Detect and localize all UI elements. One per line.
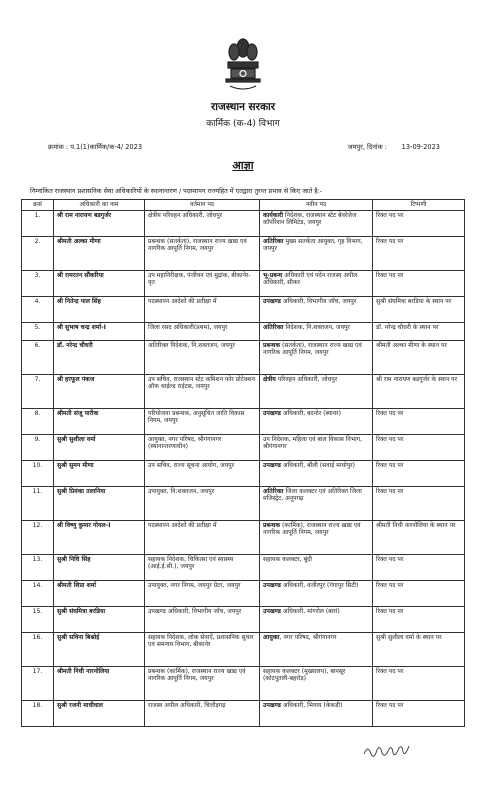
new-post-emphasis: उपखण्ड	[263, 702, 281, 710]
new-post-emphasis: कार्यकारी	[263, 212, 284, 220]
serial-number-text: 7.	[34, 376, 41, 384]
table-row	[22, 375, 465, 409]
new-post-emphasis: उपखण्ड	[263, 462, 281, 470]
serial-number-text: 3.	[34, 272, 41, 280]
current-post-text: प्रबन्धक (कार्मिक), राजस्थान राज्य खाद्य एवं नागरिक आपूर्ति निगम, जयपुर	[148, 668, 246, 683]
table-row	[22, 323, 465, 341]
remark	[373, 341, 465, 375]
officer-name-text: सुश्री सुशीला वर्मा	[57, 436, 96, 444]
table-row	[22, 555, 465, 581]
remark	[373, 461, 465, 487]
officer-name	[54, 607, 145, 633]
new-post	[260, 323, 373, 341]
remark	[373, 435, 465, 461]
remark	[373, 581, 465, 607]
remark	[373, 555, 465, 581]
current-post-text: आयुक्त, नगर परिषद, श्रीगंगानगर (स्थानान्तरणाधीन)	[148, 436, 222, 451]
serial-number	[22, 607, 54, 633]
table-row	[22, 667, 465, 701]
remark-text: रिक्त पद पर	[376, 436, 404, 444]
new-post-text: अधिकारी एवं पदेन राजस्व अपील अधिकारी, सीकर	[263, 272, 358, 287]
current-post-text: परियोजना प्रबन्धक, अनुसूचित जाति विकास निगम, जयपुर	[148, 410, 245, 425]
remark-text: डॉ. नरेन्द्र चौधरी के स्थान पर	[376, 324, 439, 332]
column-header: क्रसं	[22, 200, 54, 211]
table-row	[22, 633, 465, 667]
serial-number-text: 8.	[34, 410, 41, 418]
officer-name	[54, 211, 145, 237]
current-post-text: पदस्थापन आदेशों की प्रतीक्षा में	[148, 298, 217, 306]
serial-number	[22, 487, 54, 521]
remark-text: श्रीमती अल्का मीणा के स्थान पर	[376, 342, 447, 350]
officer-name-text: सुश्री संघमित्रा बरडिया	[57, 608, 106, 616]
officer-name-text: श्री विष्णु कुमार गोयल-I	[57, 522, 111, 530]
current-post	[145, 297, 260, 323]
serial-number-text: 15.	[32, 608, 43, 616]
current-post-text: क्षेत्रीय परिवहन अधिकारी, जोधपुर	[148, 212, 223, 220]
officer-name-text: सुश्री रजनी माधीवाल	[57, 702, 103, 710]
officer-name-text: श्रीमती संजू पारीक	[57, 410, 99, 418]
new-post-text: , नगर परिषद, श्रीगंगानगर	[279, 634, 337, 642]
remark	[373, 237, 465, 271]
current-post	[145, 375, 260, 409]
new-post	[260, 701, 373, 727]
remark-text: रिक्त पद पर	[376, 212, 404, 220]
officer-name-text: सुश्री निधि सिंह	[57, 556, 91, 564]
serial-number-text: 14.	[32, 582, 43, 590]
order-number: क्रमांक : प.1(1)कार्मिक/क-4/ 2023	[48, 143, 143, 151]
new-post-text: अधिकारी, बदनोर (ब्यावर)	[280, 410, 341, 418]
remark	[373, 607, 465, 633]
serial-number-text: 17.	[32, 668, 43, 676]
officer-name-text: श्री सुभाष चन्द्र शर्मा-I	[57, 324, 106, 332]
current-post	[145, 607, 260, 633]
remark	[373, 271, 465, 297]
serial-number	[22, 323, 54, 341]
serial-number	[22, 701, 54, 727]
officer-name	[54, 341, 145, 375]
new-post	[260, 409, 373, 435]
current-post-text: उप महानिरीक्षक, पंजीयन एवं मुद्रांक, बीकानेर-वृत	[148, 272, 251, 287]
new-post-text: अधिकारी, वजीरपुर (गंगापुर सिटी)	[280, 582, 359, 590]
serial-number	[22, 667, 54, 701]
current-post	[145, 323, 260, 341]
officer-name-text: श्री रामरतन सौंकरिया	[57, 272, 104, 280]
current-post-text: प्रबन्धक (सतर्कता), राजस्थान राज्य खाद्य एवं नागरिक आपूर्ति निगम, जयपुर	[148, 238, 247, 253]
table-row	[22, 341, 465, 375]
table-row	[22, 409, 465, 435]
new-post-text: सहायक कलक्टर, बूंदी	[263, 556, 312, 564]
officer-name	[54, 297, 145, 323]
new-post-emphasis: अतिरिक्त	[263, 488, 284, 496]
new-post-emphasis: उपखण्ड	[263, 298, 281, 306]
officer-name-text: श्रीमती शिप्रा शर्मा	[57, 582, 96, 590]
officer-name	[54, 701, 145, 727]
new-post	[260, 211, 373, 237]
serial-number-text: 13.	[32, 556, 43, 564]
officer-name	[54, 555, 145, 581]
reference-line	[48, 142, 440, 151]
officer-name-text: सुश्री प्रियंका तलानिया	[57, 488, 106, 496]
table-row	[22, 701, 465, 727]
officer-name	[54, 521, 145, 555]
new-post	[260, 521, 373, 555]
current-post-text: पदस्थापन आदेशों की प्रतीक्षा में	[148, 522, 217, 530]
order-heading: आज्ञा	[232, 159, 254, 172]
new-post-text: अधिकारी, भिनाय (केकडी)	[280, 702, 343, 710]
signature	[362, 740, 412, 762]
table-row	[22, 607, 465, 633]
new-post-emphasis: उपखण्ड	[263, 582, 281, 590]
serial-number	[22, 271, 54, 297]
current-post-text: सहायक निदेशक, लोक सेवाऐं, प्रशासनिक सुधार एवं समन्वय विभाग, बीकानेर	[148, 634, 254, 649]
new-post-emphasis: प्रबन्धक	[263, 522, 281, 530]
table-row	[22, 581, 465, 607]
new-post	[260, 341, 373, 375]
current-post-text: सहायक निदेशक, चिकित्सा एवं स्वास्थ्य (आई.ई.सी.), जयपुर	[148, 556, 234, 571]
remark-text: रिक्त पद पर	[376, 272, 404, 280]
current-post	[145, 487, 260, 521]
new-post-text: जिला कलक्टर एवं अतिरिक्त जिला मजिस्ट्रेट, अनूपगढ़	[263, 488, 362, 503]
serial-number-text: 12.	[32, 522, 43, 530]
new-post	[260, 435, 373, 461]
serial-number-text: 4.	[34, 298, 41, 306]
remark-text: रिक्त पद पर	[376, 608, 404, 616]
current-post-text: राजस्व अपील अधिकारी, चित्तौड़गढ़	[148, 702, 226, 710]
new-post-emphasis: क्षेत्रीय	[263, 376, 276, 384]
remark-text: रिक्त पद पर	[376, 702, 404, 710]
current-post	[145, 555, 260, 581]
new-post-text: अधिकारी, बौंली (सवाई माधोपुर)	[280, 462, 356, 470]
transfer-table	[21, 199, 465, 727]
current-post	[145, 701, 260, 727]
serial-number	[22, 341, 54, 375]
state-emblem-icon	[222, 34, 264, 96]
table-row	[22, 211, 465, 237]
remark	[373, 701, 465, 727]
new-post-emphasis: प्रबन्धक	[263, 342, 281, 350]
serial-number-text: 2.	[34, 238, 41, 246]
order-date: 13-09-2023	[401, 143, 440, 151]
new-post-emphasis: उपखण्ड	[263, 608, 281, 616]
new-post	[260, 633, 373, 667]
officer-name	[54, 237, 145, 271]
column-header: टिप्पणी	[373, 200, 465, 211]
serial-number	[22, 435, 54, 461]
new-post	[260, 667, 373, 701]
new-post	[260, 271, 373, 297]
serial-number	[22, 297, 54, 323]
serial-number	[22, 555, 54, 581]
new-post-text: (सतर्कता), राजस्थान राज्य खाद्य एवं नागरिक आपूर्ति निगम, जयपुर	[263, 342, 362, 357]
officer-name	[54, 375, 145, 409]
new-post-text: उप निदेशक, महिला एवं बाल विकास विभाग, श्रीगंगानगर	[263, 436, 363, 451]
remark	[373, 323, 465, 341]
remark-text: रिक्त पद पर	[376, 582, 404, 590]
officer-name-text: सुश्री सविना बिश्नोई	[57, 634, 100, 642]
current-post-text: उप सचिव, राज्य सूचना आयोग, जयपुर	[148, 462, 235, 470]
place-date	[348, 142, 440, 151]
serial-number-text: 11.	[32, 488, 43, 496]
current-post	[145, 435, 260, 461]
table-row	[22, 461, 465, 487]
new-post	[260, 461, 373, 487]
remark	[373, 409, 465, 435]
serial-number-text: 18.	[32, 702, 43, 710]
officer-name	[54, 667, 145, 701]
new-post	[260, 581, 373, 607]
remark	[373, 521, 465, 555]
officer-name	[54, 271, 145, 297]
table-row	[22, 435, 465, 461]
officer-name-text: सुश्री सुमन मीणा	[57, 462, 94, 470]
current-post-text: अतिरिक्त निदेशक, नि.शक्तजन, जयपुर	[148, 342, 235, 350]
serial-number-text: 1.	[34, 212, 41, 220]
officer-name-text: श्रीमती निधी नारनोलिया	[57, 668, 110, 676]
remark	[373, 211, 465, 237]
officer-name-text: श्री नितेन्द्र पाल सिंह	[57, 298, 101, 306]
serial-number	[22, 521, 54, 555]
officer-name	[54, 323, 145, 341]
current-post-text: उपायुक्त, नगर निगम, जयपुर ग्रेटर, जयपुर	[148, 582, 241, 590]
current-post	[145, 237, 260, 271]
new-post	[260, 375, 373, 409]
new-post-emphasis: उपखण्ड	[263, 410, 281, 418]
new-post	[260, 297, 373, 323]
column-header: अधिकारी का नाम	[54, 200, 145, 211]
new-post-emphasis: अतिरिक्त	[263, 238, 284, 246]
new-post-emphasis: भू-प्रबन्ध	[263, 272, 283, 280]
officer-name-text: श्री राम नारायण बडगुर्जर	[57, 212, 112, 220]
new-post-text: (कार्मिक), राजस्थान राज्य खाद्य एवं नागरिक आपूर्ति निगम, जयपुर	[263, 522, 361, 537]
intro-text: निम्नांकित राजस्थान प्रशासनिक सेवा अधिकारियों के स्थानान्तरण / पदस्थापन राज्यहित में एतद्वारा तुरन्त प्रभाव से किए जाते है:-	[30, 187, 323, 195]
remark	[373, 667, 465, 701]
serial-number	[22, 237, 54, 271]
current-post	[145, 409, 260, 435]
serial-number-text: 10.	[32, 462, 43, 470]
table-row	[22, 521, 465, 555]
new-post	[260, 487, 373, 521]
remark	[373, 375, 465, 409]
remark-text: सुश्री सुशीला वर्मा के स्थान पर	[376, 634, 442, 642]
remark-text: रिक्त पद पर	[376, 488, 404, 496]
new-post	[260, 607, 373, 633]
current-post	[145, 211, 260, 237]
serial-number-text: 16.	[32, 634, 43, 642]
column-header: वर्तमान पद	[145, 200, 260, 211]
serial-number	[22, 633, 54, 667]
table-row	[22, 487, 465, 521]
table-header-row	[22, 200, 465, 211]
officer-name	[54, 633, 145, 667]
serial-number	[22, 211, 54, 237]
remark-text: सुश्री संघमित्रा बरडिया के स्थान पर	[376, 298, 452, 306]
current-post	[145, 667, 260, 701]
officer-name-text: श्री हरफूल पंकज	[57, 376, 95, 384]
current-post	[145, 581, 260, 607]
remark-text: रिक्त पद पर	[376, 462, 404, 470]
officer-name	[54, 409, 145, 435]
remark	[373, 633, 465, 667]
new-post-text: निदेशक, राजस्थान स्टेट बेवरेजेज कॉर्पोरेशन लिमिटेड, जयपुर	[263, 212, 357, 227]
new-post-text: निदेशक, नि.शक्तजन, जयपुर	[283, 324, 350, 332]
new-post-emphasis: आयुक्त	[263, 634, 280, 642]
remark-text: रिक्त पद पर	[376, 410, 404, 418]
serial-number	[22, 375, 54, 409]
serial-number-text: 9.	[34, 436, 41, 444]
remark-text: रिक्त पद पर	[376, 668, 404, 676]
current-post	[145, 341, 260, 375]
new-post	[260, 555, 373, 581]
table-row	[22, 297, 465, 323]
new-post-text: सहायक कलक्टर (मुख्यालय), बानसूर (कोटपूतली-बहरोड़)	[263, 668, 346, 683]
remark-text: रिक्त पद पर	[376, 556, 404, 564]
current-post	[145, 271, 260, 297]
new-post-text: परिवहन अधिकारी, जोधपुर	[275, 376, 338, 384]
remark-text: रिक्त पद पर	[376, 238, 404, 246]
current-post	[145, 521, 260, 555]
department-title: कार्मिक (क-4) विभाग	[206, 119, 280, 129]
officer-name	[54, 435, 145, 461]
new-post-text: अधिकारी, मांगरोल (बारां)	[280, 608, 340, 616]
column-header: नवीन पद	[260, 200, 373, 211]
table-row	[22, 271, 465, 297]
current-post-text: उपखण्ड अधिकारी, विभागीय जाँच, जयपुर	[148, 608, 242, 616]
serial-number-text: 6.	[34, 342, 41, 350]
remark	[373, 297, 465, 323]
new-post-text: मुख्य सतर्कता आयुक्त, गृह विभाग, जयपुर	[263, 238, 363, 253]
officer-name	[54, 487, 145, 521]
table-row	[22, 237, 465, 271]
serial-number	[22, 409, 54, 435]
place-date-label: जयपुर, दिनांक :	[347, 143, 387, 151]
new-post-text: अधिकारी, विभागीय जाँच, जयपुर	[280, 298, 357, 306]
officer-name-text: श्रीमती अल्का मीणा	[57, 238, 101, 246]
serial-number-text: 5.	[34, 324, 41, 332]
current-post-text: उप सचिव, राजस्थान स्टेट कमिशन फोर प्रोटेक्शन ऑफ चाईल्ड राईटस, जयपुर	[148, 376, 255, 391]
serial-number	[22, 461, 54, 487]
government-title: राजस्थान सरकार	[210, 101, 276, 113]
current-post	[145, 633, 260, 667]
new-post-emphasis: अतिरिक्त	[263, 324, 284, 332]
current-post-text: उपायुक्त, नि:शक्तजन, जयपुर	[148, 488, 215, 496]
remark-text: श्रीमती निधी नारनोलिया के स्थान पर	[376, 522, 456, 530]
remark	[373, 487, 465, 521]
officer-name-text: डॉ. नरेन्द्र चौधरी	[57, 342, 93, 350]
current-post	[145, 461, 260, 487]
current-post-text: जिला रसद अधिकारी(प्रथम), जयपुर	[148, 324, 228, 332]
officer-name	[54, 461, 145, 487]
serial-number	[22, 581, 54, 607]
officer-name	[54, 581, 145, 607]
remark-text: श्री राम नारायण बडगुर्जर के स्थान पर	[376, 376, 458, 384]
new-post	[260, 237, 373, 271]
